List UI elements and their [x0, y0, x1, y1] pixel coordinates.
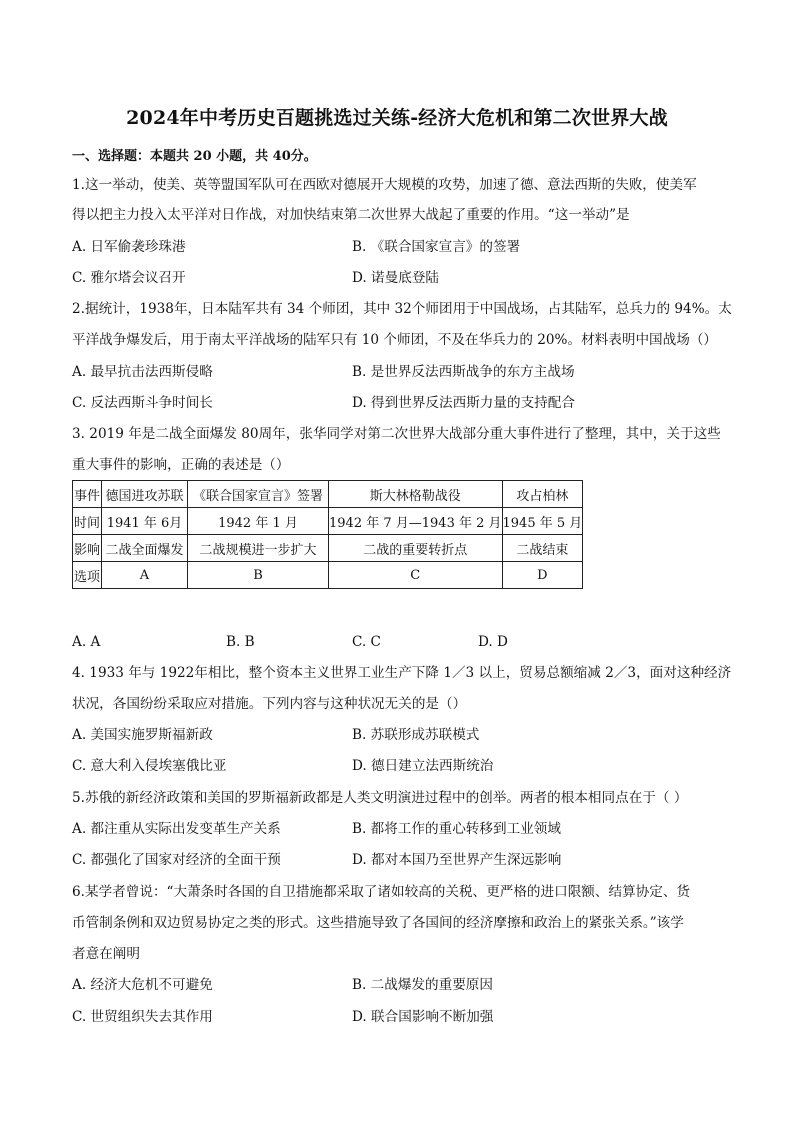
q5-option-b: B. 都将工作的重心转移到工业领域 [352, 821, 561, 837]
q2-option-c: C. 反法西斯斗争时间长 [72, 395, 213, 411]
q3-option-b: B. B [226, 634, 255, 650]
table-cell: 斯大林格勒战役 [329, 481, 503, 508]
table-cell: 攻占柏林 [502, 481, 583, 508]
q1-option-c: C. 雅尔塔会议召开 [72, 270, 186, 286]
table-cell: 1942 年 7 月—1943 年 2 月 [329, 508, 503, 535]
q2-stem-line2: 平洋战争爆发后，用于南太平洋战场的陆军只有 10 个师团，不及在华兵力的 20%。材料表明中国战场（） [72, 332, 718, 348]
table-cell: A [102, 562, 188, 589]
q6-stem-line1: 6.某学者曾说：“大萧条时各国的自卫措施都采取了诸如较高的关税、更严格的进口限额、结算协定、货 [72, 884, 691, 900]
q6-stem-line2: 币管制条例和双边贸易协定之类的形式。这些措施导致了各国间的经济摩擦和政治上的紧张关系。”该学 [72, 915, 684, 931]
q5-option-d: D. 都对本国乃至世界产生深远影响 [352, 852, 562, 868]
table-cell: 二战的重要转折点 [329, 535, 503, 562]
q2-option-d: D. 得到世界反法西斯力量的支持配合 [352, 395, 575, 411]
q2-stem-line1: 2.据统计，1938年，日本陆军共有 34 个师团，其中 32个师团用于中国战场，占其陆军，总兵力的 94%。太 [72, 301, 732, 317]
q4-option-b: B. 苏联形成苏联模式 [352, 727, 480, 743]
q2-option-a: A. 最早抗击法西斯侵略 [72, 364, 213, 380]
table-cell: 二战全面爆发 [102, 535, 188, 562]
table-cell: 时间 [73, 508, 102, 535]
table-cell: D [502, 562, 583, 589]
table-row [73, 508, 583, 535]
table-cell: 事件 [73, 481, 102, 508]
table-cell: 选项 [73, 562, 102, 589]
table-cell: B [188, 562, 329, 589]
q6-option-b: B. 二战爆发的重要原因 [352, 977, 493, 993]
table-row [73, 562, 583, 589]
q3-stem-line1: 3. 2019 年是二战全面爆发 80周年，张华同学对第二次世界大战部分重大事件进行了整理，其中，关于这些 [72, 426, 721, 442]
events-table [72, 480, 583, 589]
table-cell: 1942 年 1 月 [188, 508, 329, 535]
table-cell: 1945 年 5 月 [502, 508, 583, 535]
table-cell: 二战规模进一步扩大 [188, 535, 329, 562]
q4-stem-line1: 4. 1933 年与 1922年相比，整个资本主义世界工业生产下降 1／3 以上，贸易总额缩减 2／3，面对这种经济 [72, 665, 732, 681]
q4-stem-line2: 状况，各国纷纷采取应对措施。下列内容与这种状况无关的是（） [72, 696, 467, 712]
q3-option-d: D. D [478, 634, 508, 650]
q1-option-b: B. 《联合国家宣言》的签署 [352, 239, 521, 255]
q6-stem-line3: 者意在阐明 [72, 946, 140, 962]
q3-stem-line2: 重大事件的影响，正确的表述是（） [72, 457, 290, 473]
q1-option-a: A. 日军偷袭珍珠港 [72, 239, 186, 255]
q4-option-c: C. 意大利入侵埃塞俄比亚 [72, 758, 227, 774]
section-heading: 一、选择题：本题共 20 小题，共 40分。 [72, 149, 317, 164]
page-title: 2024年中考历史百题挑选过关练-经济大危机和第二次世界大战 [126, 107, 668, 129]
q6-option-a: A. 经济大危机不可避免 [72, 977, 213, 993]
table-row [73, 481, 583, 508]
table-cell: 二战结束 [502, 535, 583, 562]
q5-option-c: C. 都强化了国家对经济的全面干预 [72, 852, 281, 868]
q6-option-d: D. 联合国影响不断加强 [352, 1009, 494, 1025]
table-cell: 影响 [73, 535, 102, 562]
table-row [73, 535, 583, 562]
q6-option-c: C. 世贸组织失去其作用 [72, 1009, 213, 1025]
q1-stem-line1: 1.这一举动，使美、英等盟国军队可在西欧对德展开大规模的攻势，加速了德、意法西斯的失败，使美军 [72, 177, 697, 193]
q1-stem-line2: 得以把主力投入太平洋对日作战，对加快结束第二次世界大战起了重要的作用。“这一举动”是 [72, 207, 630, 223]
table-cell: 《联合国家宣言》签署 [188, 481, 329, 508]
q3-option-c: C. C [352, 634, 381, 650]
q5-stem-line1: 5.苏俄的新经济政策和美国的罗斯福新政都是人类文明演进过程中的创举。两者的根本相同点在于（ ） [72, 790, 688, 806]
table-cell: 德国进攻苏联 [102, 481, 188, 508]
table-cell: C [329, 562, 503, 589]
q2-option-b: B. 是世界反法西斯战争的东方主战场 [352, 364, 575, 380]
q5-option-a: A. 都注重从实际出发变革生产关系 [72, 821, 281, 837]
q4-option-d: D. 德日建立法西斯统治 [352, 758, 494, 774]
table-cell: 1941 年 6月 [102, 508, 188, 535]
q3-option-a: A. A [72, 634, 101, 650]
q4-option-a: A. 美国实施罗斯福新政 [72, 727, 213, 743]
q1-option-d: D. 诺曼底登陆 [352, 270, 440, 286]
